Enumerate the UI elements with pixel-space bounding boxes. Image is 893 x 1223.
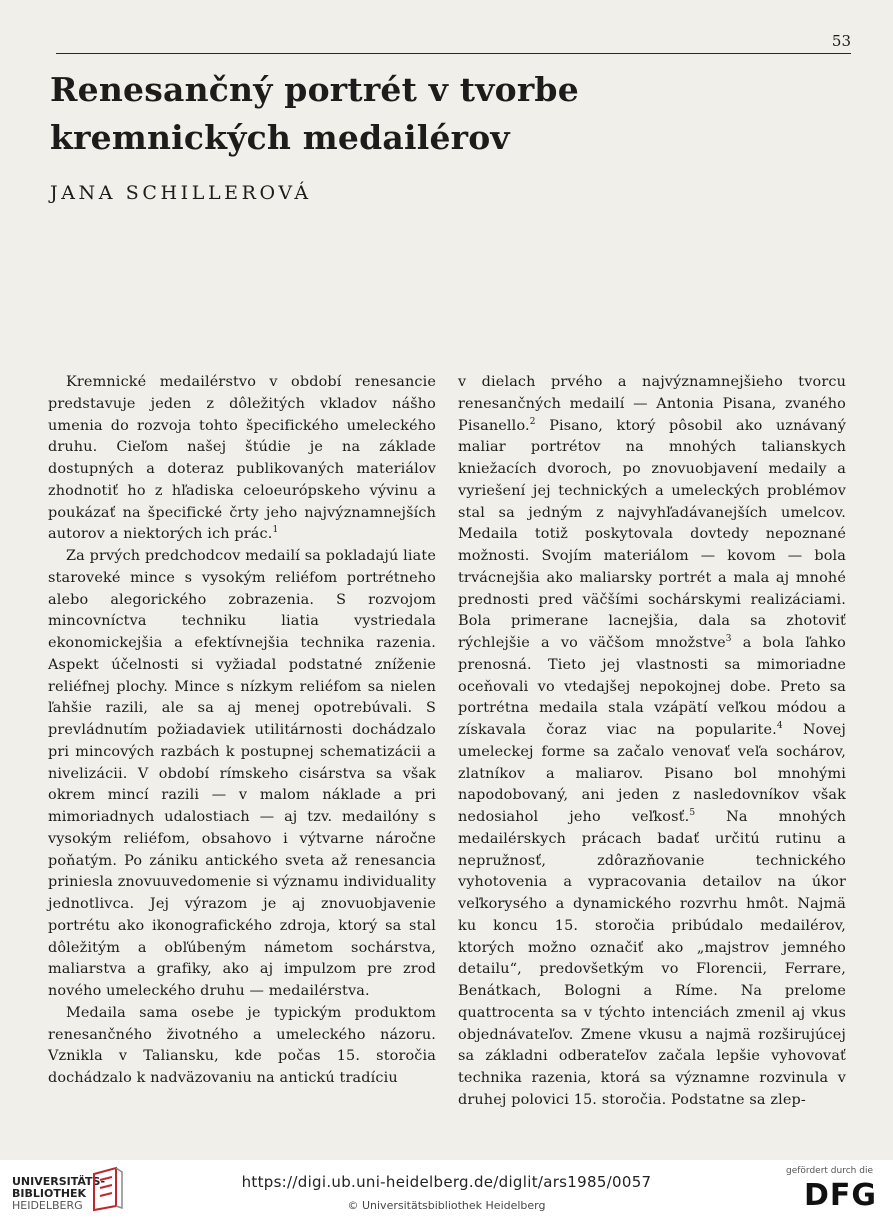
author-name: JANA SCHILLEROVÁ xyxy=(50,182,312,204)
footnote-ref[interactable]: 5 xyxy=(689,808,696,819)
right-text-column xyxy=(458,372,846,1112)
paragraph: Medaila sama osebe je typickým produktom renesančného životného a umeleckého názoru. Vznikla v Taliansku, kde počas 15. storočia dochádzalo k nadväzovaniu na antickú tradíciu xyxy=(48,1004,436,1086)
title-line-1: Renesančný portrét v tvorbe xyxy=(50,70,579,109)
funder-note: gefördert durch die xyxy=(786,1166,873,1176)
title-line-2: kremnických medailérov xyxy=(50,118,510,157)
document-url-link[interactable]: https://digi.ub.uni-heidelberg.de/diglit/ars1985/0057 xyxy=(241,1173,652,1191)
footer-bar xyxy=(0,1160,893,1223)
paragraph: v dielach prvého a najvýznamnejšieho tvorcu renesančných medailí — Antonia Pisana, zvaného Pisanello.$^2$ Pisano, ktorý pôsobil ako uznávaný maliar portrétov na mnohých talianskych kniežacích dvoroch, po znovuobjavení medaily a vyriešení jej technických a umeleckých problémov stal sa jedným z najvyhľadávanejších umelcov. Medaila totiž poskytovala dovtedy nepoznané možnosti. Svojím materiálom — kovom — bola trvácnejšia ako maliarsky portrét a mala aj mnohé prednosti pred väčšími sochárskymi realizáciami. Bola primerane lacnejšia, dala sa zhotoviť rýchlejšie a vo väčšom množstve$^3$ a bola ľahko prenosná. Tieto jej vlastnosti sa mimoriadne oceňovali vo vtedajšej nepokojnej dobe. Preto sa portrétna medaila stala vzápätí veľkou módou a získavala čoraz viac na popularite.$^4$ Novej umeleckej forme sa začalo venovať veľa sochárov, zlatníkov a maliarov. Pisano bol mnohými napodobovaný, ani jeden z nasledovníkov však nedosiahol jeho veľkosť.$^5$ Na mnohých medailérskych prácach badať určitú rutinu a nepružnosť, zdôrazňovanie technického vyhotovenia a vypracovania detailov na úkor veľkorysého a dynamického rozvrhu hmôt. Najmä ku koncu 15. storočia pribúdalo medailérov, ktorých možno označiť ako „majstrov jemného detailu“, predovšetkým vo Florencii, Ferrare, Benátkach, Bologni a Ríme. Na prelome quattrocenta sa v týchto intenciách zmenil aj vkus objednávateľov. Zmene vkusu a najmä rozširujúcej sa základni odberateľov začala lepšie vyhovovať technika razenia, ktorá sa významne rozvinula v druhej polovici 15. storočia. Podstatne sa zlep- xyxy=(458,374,847,1108)
page-number: 53 xyxy=(831,32,851,50)
dfg-logo[interactable]: DFG xyxy=(803,1178,877,1213)
footnote-ref[interactable]: 4 xyxy=(776,721,783,732)
header-rule xyxy=(56,53,851,54)
paragraph: Kremnické medailérstvo v období renesancie predstavuje jeden z dôležitých vkladov nášho umenia do rozvoja tohto špecifického umeleckého druhu. Cieľom našej štúdie je na základe dostupných a doteraz publikovaných materiálov zhodnotiť ho z hľadiska celoeurópskeho vývinu a poukázať na špecifické črty jeho najvýznamnejších autorov a niektorých ich prác.$^1$ xyxy=(48,374,436,543)
paragraph: Za prvých predchodcov medailí sa pokladajú liate staroveké mince s vysokým reliéfom portrétneho alebo alegorického zobrazenia. S rozvojom mincovníctva techniku liatia vystriedala ekonomickejšia a efektívnejšia technika razenia. Aspekt účelnosti si vyžiadal podstatné zníženie reliéfnej plochy. Mince s nízkym reliéfom sa nielen ľahšie razili, ale sa aj menej opotrebúvali. S prevládnutím požiadaviek utilitárnosti dochádzalo pri mincových razbách k postupnej schematizácii a nivelizácii. V období rímskeho cisárstva sa však okrem mincí razili — v malom náklade a pri mimoriadnych udalostiach — aj tzv. medailóny s vysokým reliéfom, obsahovo i výtvarne náročne poňatým. Po zániku antického sveta až renesancia priniesla znovuuvedomenie si významu individuality jednotlivca. Jej výrazom je aj znovuobjavenie portrétu ako ikonografického zdroja, ktorý sa stal dôležitým a obľúbeným námetom sochárstva, maliarstva a grafiky, ako aj impulzom pre zrod nového umeleckého druhu — medailérstva. xyxy=(48,548,436,999)
library-name[interactable]: UNIVERSITÄTS- BIBLIOTHEK HEIDELBERG xyxy=(12,1175,106,1212)
copyright-notice: © Universitätsbibliothek Heidelberg xyxy=(347,1199,546,1212)
footnote-ref[interactable]: 3 xyxy=(725,634,732,645)
left-text-column xyxy=(48,372,436,1090)
footnote-ref[interactable]: 1 xyxy=(272,525,279,536)
article-title xyxy=(50,66,670,162)
footnote-ref[interactable]: 2 xyxy=(529,416,536,427)
